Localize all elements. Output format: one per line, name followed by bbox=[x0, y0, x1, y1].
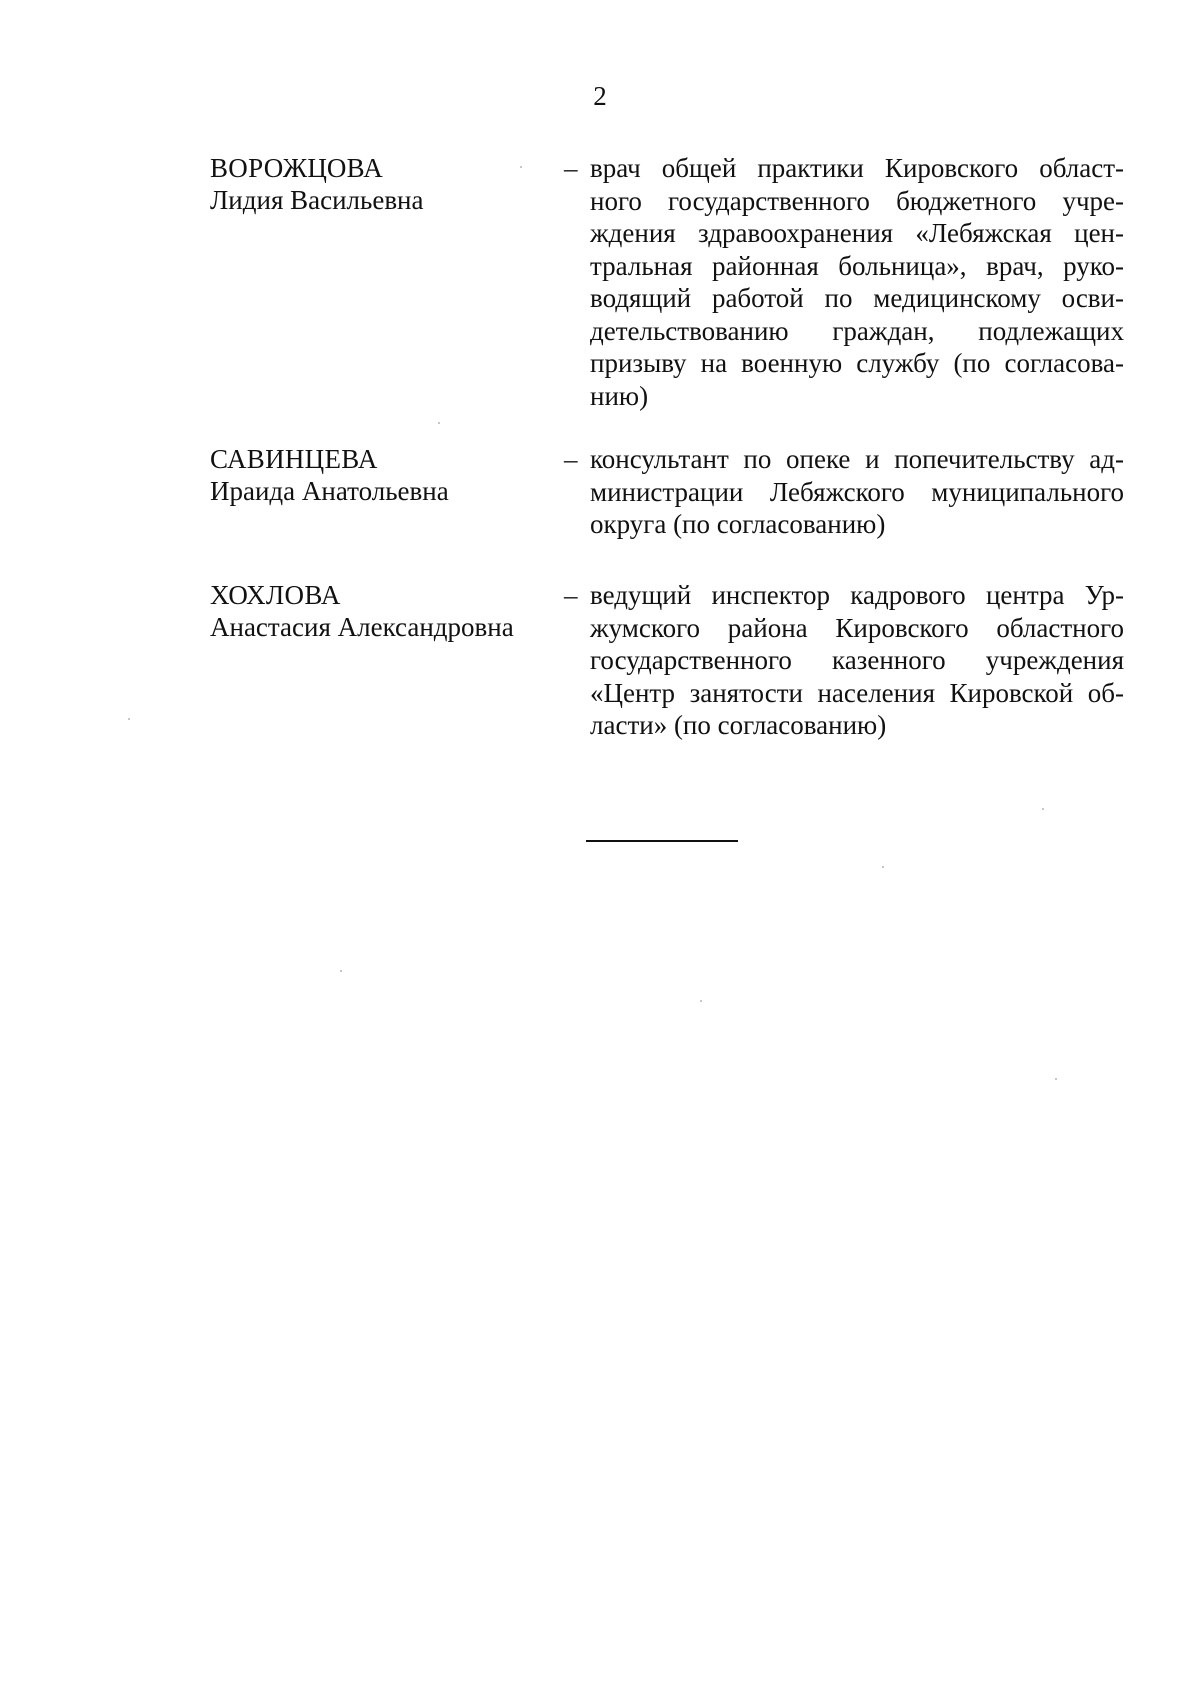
member-given-names: Лидия Васильевна bbox=[210, 185, 424, 215]
member-name bbox=[210, 152, 550, 216]
separator-dash: – bbox=[564, 580, 578, 610]
member-role bbox=[590, 443, 1124, 541]
page-number: 2 bbox=[593, 81, 607, 111]
role-line: жумского района Кировского областного bbox=[590, 612, 1124, 643]
role-line: детельствованию граждан, подлежащих bbox=[590, 315, 1124, 346]
role-line: ного государственного бюджетного учре- bbox=[590, 185, 1124, 216]
member-role bbox=[590, 152, 1124, 412]
role-line: ждения здравоохранения «Лебяжская цен- bbox=[590, 218, 1124, 248]
role-line: нию) bbox=[590, 380, 649, 411]
role-line: тральная районная больница», врач, руко- bbox=[590, 250, 1124, 281]
role-line: ведущий инспектор кадрового центра Ур- bbox=[590, 580, 1124, 610]
separator-dash: – bbox=[564, 444, 578, 474]
role-line: призыву на военную службу (по согласова- bbox=[590, 348, 1124, 378]
member-given-names: Анастасия Александровна bbox=[210, 612, 514, 642]
member-name bbox=[210, 443, 550, 507]
member-name bbox=[210, 579, 550, 643]
member-given-names: Ираида Анатольевна bbox=[210, 476, 449, 506]
role-line: консультант по опеке и попечительству ад- bbox=[590, 444, 1124, 474]
member-surname: САВИНЦЕВА bbox=[210, 444, 378, 474]
member-surname: ХОХЛОВА bbox=[210, 580, 341, 610]
role-line: ласти» (по согласованию) bbox=[590, 710, 887, 740]
role-line: государственного казенного учреждения bbox=[590, 645, 1124, 675]
separator-dash: – bbox=[564, 153, 578, 183]
member-surname: ВОРОЖЦОВА bbox=[210, 153, 384, 183]
role-line: округа (по согласованию) bbox=[590, 509, 886, 539]
role-line: водящий работой по медицинскому осви- bbox=[590, 283, 1124, 313]
member-role bbox=[590, 579, 1124, 742]
role-line: «Центр занятости населения Кировской об- bbox=[590, 677, 1124, 708]
role-line: врач общей практики Кировского област- bbox=[590, 153, 1124, 183]
role-line: министрации Лебяжского муниципального bbox=[590, 476, 1124, 507]
end-of-list-rule bbox=[586, 840, 738, 842]
